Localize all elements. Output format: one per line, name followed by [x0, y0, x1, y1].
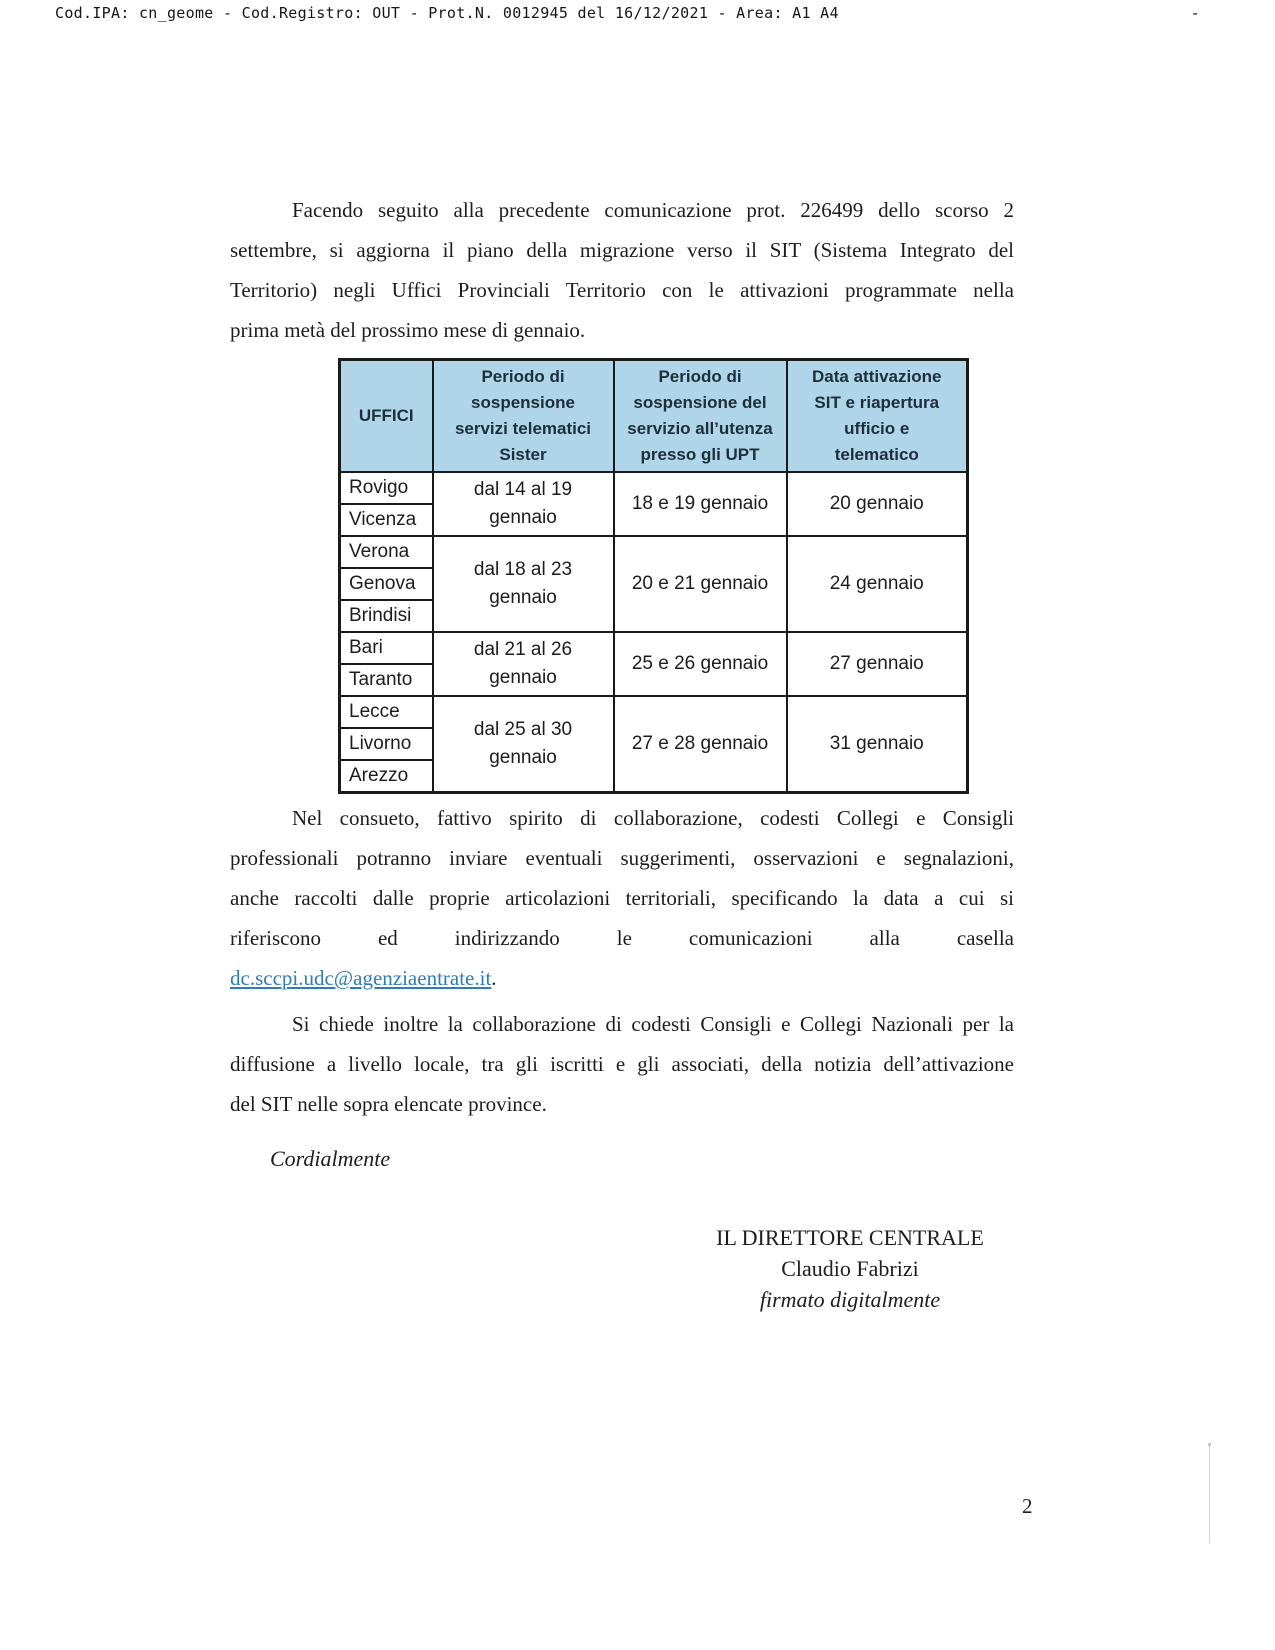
- table-row: [340, 632, 968, 664]
- upt-period-cell: 27 e 28 gennaio: [614, 696, 787, 793]
- text-line: del SIT nelle sopra elencate province.: [230, 1092, 547, 1116]
- table-row: [340, 696, 968, 728]
- city-cell: Vicenza: [340, 504, 433, 536]
- text-line: Si chiede inoltre la collaborazione di codesti Consigli e Collegi Nazionali per la: [292, 1012, 1014, 1036]
- sister-period-cell: dal 21 al 26 gennaio: [433, 632, 614, 696]
- paragraph-si-chiede: [230, 1004, 1014, 1124]
- activation-date-cell: 27 gennaio: [787, 632, 968, 696]
- city-cell: Genova: [340, 568, 433, 600]
- city-cell: Rovigo: [340, 472, 433, 504]
- text-line: anche raccolti dalle proprie articolazioni territoriali, specificando la data a cui si: [230, 886, 1014, 910]
- text-line: Territorio) negli Uffici Provinciali Territorio con le attivazioni programmate nella: [230, 278, 1014, 302]
- city-cell: Verona: [340, 536, 433, 568]
- activation-date-cell: 20 gennaio: [787, 472, 968, 536]
- table-row: [340, 472, 968, 504]
- email-link[interactable]: dc.sccpi.udc@agenziaentrate.it: [230, 966, 492, 990]
- text-line: riferiscono ed indirizzando le comunicazioni alla casella: [230, 926, 1014, 950]
- page-number: 2: [1022, 1494, 1033, 1518]
- activation-date-cell: 31 gennaio: [787, 696, 968, 793]
- signature-name: Claudio Fabrizi: [781, 1256, 919, 1281]
- city-cell: Livorno: [340, 728, 433, 760]
- sister-period-cell: dal 14 al 19 gennaio: [433, 472, 614, 536]
- scan-header-dash: -: [1190, 4, 1200, 22]
- sister-period-cell: dal 25 al 30 gennaio: [433, 696, 614, 793]
- email-suffix: .: [491, 966, 497, 990]
- schedule-table-wrap: [338, 358, 969, 794]
- paragraph-nel-consueto: [230, 798, 1014, 998]
- text-line: professionali potranno inviare eventuali suggerimenti, osservazioni e segnalazioni,: [230, 846, 1014, 870]
- upt-period-cell: 25 e 26 gennaio: [614, 632, 787, 696]
- text-line: settembre, si aggiorna il piano della migrazione verso il SIT (Sistema Integrato del: [230, 238, 1014, 262]
- sister-period-cell: dal 18 al 23 gennaio: [433, 536, 614, 632]
- table-row: [340, 536, 968, 568]
- upt-period-cell: 18 e 19 gennaio: [614, 472, 787, 536]
- table-header-cell: Periodo di sospensione del servizio all’utenza presso gli UPT: [614, 360, 787, 473]
- signature-title: IL DIRETTORE CENTRALE: [716, 1225, 984, 1250]
- signature-block: [650, 1222, 1050, 1315]
- city-cell: Lecce: [340, 696, 433, 728]
- text-line: Nel consueto, fattivo spirito di collaborazione, codesti Collegi e Consigli: [292, 806, 1014, 830]
- table-header-row: [340, 360, 968, 473]
- protocol-header-text: Cod.IPA: cn_geome - Cod.Registro: OUT - Prot.N. 0012945 del 16/12/2021 - Area: A1 A4: [55, 4, 839, 22]
- schedule-table: [338, 358, 969, 794]
- city-cell: Taranto: [340, 664, 433, 696]
- table-header-cell: Data attivazione SIT e riapertura ufficio e telematico: [787, 360, 968, 473]
- text-line: prima metà del prossimo mese di gennaio.: [230, 318, 586, 342]
- city-cell: Bari: [340, 632, 433, 664]
- closing-cordialmente: Cordialmente: [270, 1146, 391, 1171]
- paragraph-nel-consueto-lines: [230, 798, 1014, 958]
- table-header-cell: UFFICI: [340, 360, 433, 473]
- activation-date-cell: 24 gennaio: [787, 536, 968, 632]
- scan-artifact-line: [1209, 1443, 1210, 1543]
- email-line: [230, 958, 1014, 998]
- text-line: diffusione a livello locale, tra gli iscritti e gli associati, della notizia dell’attivazione: [230, 1052, 1014, 1076]
- signature-note: firmato digitalmente: [759, 1287, 941, 1312]
- scan-header: [55, 4, 1200, 22]
- table-header-cell: Periodo di sospensione servizi telematici Sister: [433, 360, 614, 473]
- paragraph-facendo-seguito: [230, 190, 1014, 350]
- city-cell: Arezzo: [340, 760, 433, 793]
- text-line: Facendo seguito alla precedente comunicazione prot. 226499 dello scorso 2: [292, 198, 1014, 222]
- upt-period-cell: 20 e 21 gennaio: [614, 536, 787, 632]
- city-cell: Brindisi: [340, 600, 433, 632]
